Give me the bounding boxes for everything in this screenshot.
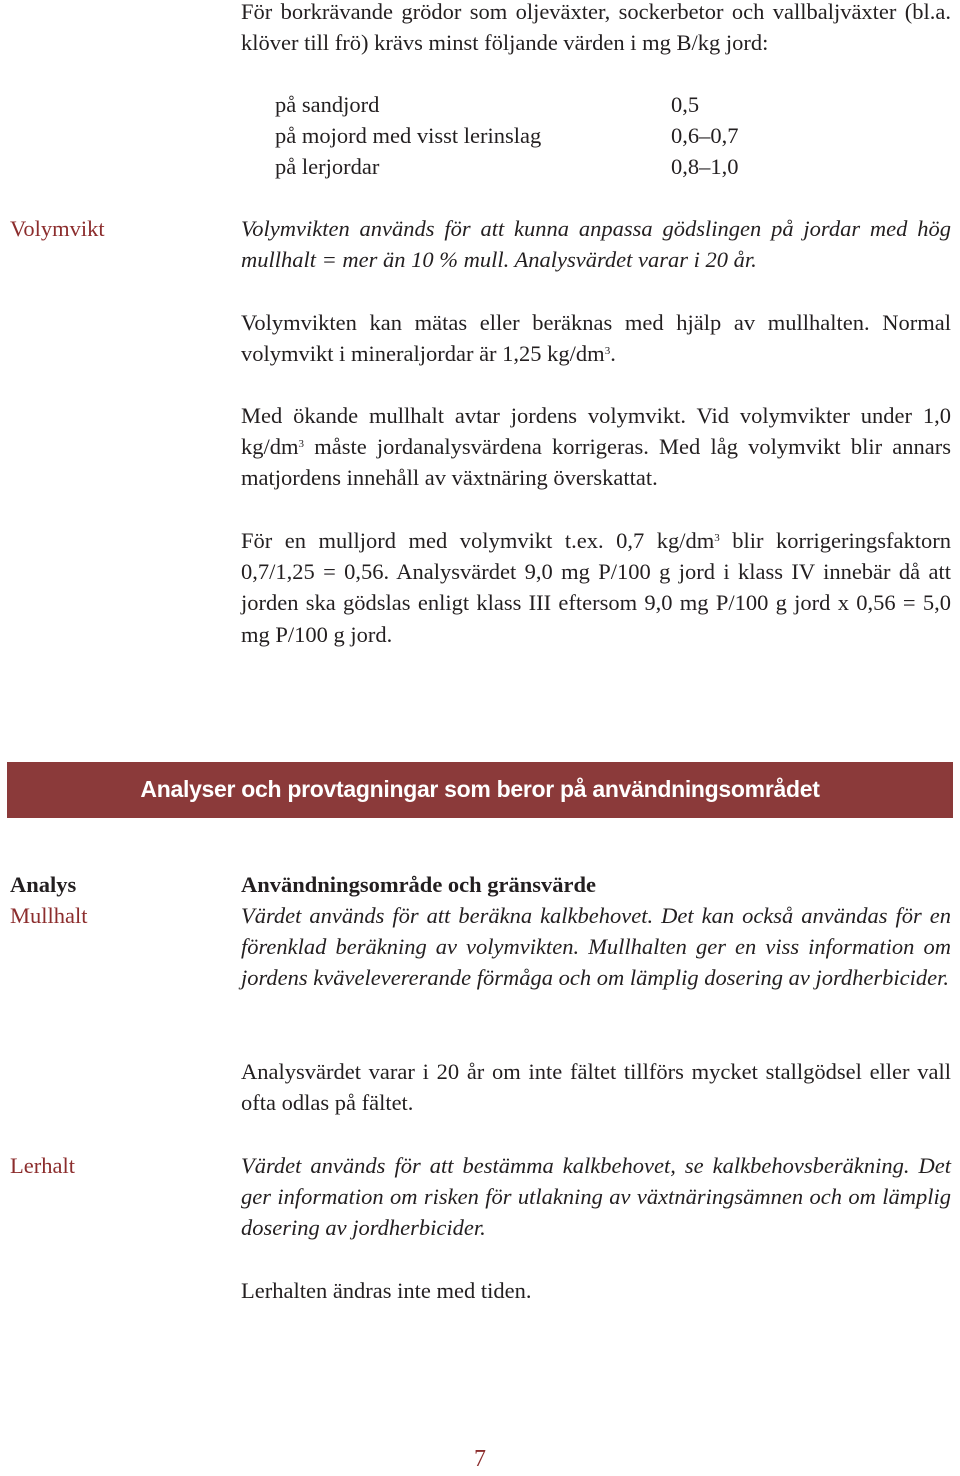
paragraph-text: För en mulljord med volymvikt t.ex. 0,7 kg/dm [241,528,715,553]
volymvikt-label: Volymvikt [10,216,105,241]
lerhalt-usage-paragraph: Värdet används för att bestämma kalkbehovet, se kalkbehovsberäkning. Det ger information om risken för utlakning av växtnäringsämnen och om lämplig dosering av jordherbicider. [241,1153,951,1241]
lerhalt-duration-paragraph: Lerhalten ändras inte med tiden. [241,1278,532,1303]
soil-type: på lerjordar [275,154,380,180]
volymvikt-usage-paragraph: Volymvikten används för att kunna anpassa gödslingen på jordar med hög mullhalt = mer än 10 % mull. Analysvärdet varar i 20 år. [241,216,951,273]
column-header-anvandningsomrade: Användningsområde och gränsvärde [241,872,597,897]
soil-type: på mojord med visst lerinslag [275,123,542,149]
mullhalt-usage-paragraph: Värdet används för att beräkna kalkbehovet. Det kan också användas för en förenklad beräkning av volymvikten. Mullhalten ger en viss information om jordens kvävelevererande förmåga och om lämplig dosering av jordherbicider. [241,903,951,991]
soil-type: på sandjord [275,92,380,117]
list-item [241,120,951,151]
volymvikt-correction-paragraph [241,400,951,494]
page-number: 7 [474,1446,486,1472]
boron-value: 0,6–0,7 [671,123,739,149]
list-item [241,89,951,120]
paragraph-text: blir korrigeringsfaktorn 0,7/1,25 = 0,56. Analysvärdet 9,0 mg P/100 g jord i klass IV innebär då att jorden ska gödslas enligt klass III eftersom 9,0 mg P/100 g jord x 0,56 = 5,0 mg P/100 g jord. [241,528,951,647]
lerhalt-label: Lerhalt [10,1153,75,1178]
boron-intro-paragraph: För borkrävande grödor som oljeväxter, sockerbetor och vallbaljväxter (bl.a. klöver till frö) krävs minst följande värden i mg B/kg jord: [241,0,951,56]
mullhalt-label: Mullhalt [10,903,88,928]
superscript: 3 [604,345,611,358]
volymvikt-measure-paragraph [241,307,951,369]
section-banner-title: Analyser och provtagningar som beror på användningsområdet [140,776,820,803]
mullhalt-duration-paragraph: Analysvärdet varar i 20 år om inte fältet tillförs mycket stallgödsel eller vall ofta odlas på fältet. [241,1059,951,1116]
superscript: 3 [298,438,305,451]
boron-value-list [241,89,951,183]
paragraph-text: . [610,341,616,367]
boron-value: 0,8–1,0 [671,154,739,180]
volymvikt-example-paragraph [241,525,951,650]
boron-value: 0,5 [671,92,700,117]
list-item [241,151,951,182]
section-banner [7,762,953,818]
column-header-analys: Analys [10,872,77,897]
paragraph-text: måste jordanalysvärdena korrigeras. Med låg volymvikt blir annars matjordens innehåll av växtnäring överskattat. [241,434,951,491]
superscript: 3 [714,532,720,544]
paragraph-text: Volymvikten kan mätas eller beräknas med hjälp av mullhalten. Normal volymvikt i mineraljordar är 1,25 kg/dm [241,310,951,367]
paragraph-text: Med ökande mullhalt avtar jordens volymvikt. Vid volymvikter under 1,0 kg/dm [241,403,951,460]
